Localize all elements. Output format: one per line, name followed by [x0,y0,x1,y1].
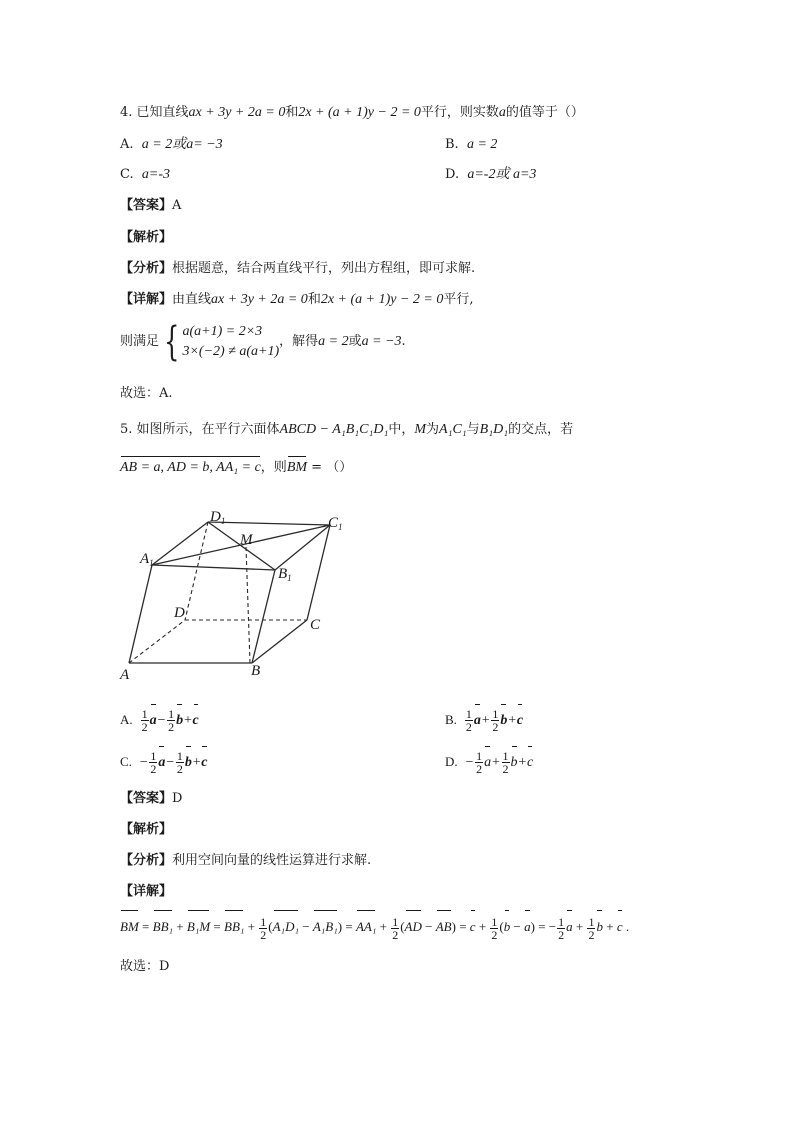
deriv-b: b [504,913,511,941]
q5-given [120,459,352,477]
deriv-plus5: + [572,919,587,934]
deriv-lp3: ( [499,919,504,934]
q4-option-d [445,166,536,184]
q4-system-line [120,319,406,365]
edge-b1-b [252,570,275,663]
q5-option-a-frac2: $\frac{1}{2}$ [168,707,175,735]
q4-detail-mid: 和 [307,292,321,307]
deriv-half-3: $\frac{1}{2}$ [491,914,498,942]
q5-derivation [120,913,629,941]
hidden-line-m-b [246,547,250,663]
deriv-c: c [470,913,476,941]
left-brace-icon: { [164,319,180,365]
q4-option-a-text: a = 2或a= −3 [141,137,223,152]
edge-d1-c1 [208,522,330,525]
q5-option-c-label: C. [120,754,132,769]
q5-option-b-label: B. [445,712,457,727]
deriv-half-1: $\frac{1}{2}$ [260,914,267,942]
q5-analysis-tag: 【解析】 [120,822,173,837]
q4-equation-system [159,319,280,365]
q5-stem [120,421,573,439]
q5-option-b-op1: + [480,713,491,728]
q4-fenxi [120,260,475,278]
deriv-bb1-2: BB₁ [224,913,244,941]
q4-detail-prefix: 由直线 [172,292,212,307]
q5-option-c-frac2: $\frac{1}{2}$ [176,749,183,777]
q5-option-d-label: D. [445,754,458,769]
deriv-minus1: − [298,919,313,934]
q5-option-c-op2: + [191,755,202,770]
edge-c1-c [307,525,330,620]
q5-option-c-vec-a: a [158,749,165,777]
q5-option-c-vec-b: b [185,749,192,777]
q4-option-d-text: a=-2或 a=3 [467,167,537,182]
label-a1: $A_1$ [140,551,154,568]
q4-stem-end: 的值等于（） [505,105,584,120]
q4-option-a [120,136,223,154]
q4-stem-suffix: 平行，则实数 [420,105,499,120]
q5-option-d-op1: + [491,755,501,770]
deriv-aa1: AA₁ [356,913,376,941]
q5-option-b-op2: + [507,713,517,728]
q5-option-a-op2: + [183,713,193,728]
q4-stem-prefix: 4. 已知直线 [120,105,189,120]
q5-option-b-frac1: $\frac{1}{2}$ [465,707,472,735]
deriv-eq3: = [342,919,356,934]
label-a: A [120,667,130,683]
deriv-plus6: + [602,919,617,934]
q4-eq2: 2x + (a + 1)y − 2 = 0 [298,105,421,120]
q4-sol-end: . [401,334,406,349]
label-b: B [251,663,261,679]
q5-option-d-vec-b: b [511,749,518,777]
q4-option-c-label: C. [120,167,134,182]
q4-detail [120,291,474,309]
q5-stem-mid2: 为 [426,422,440,437]
q5-fenxi-tag: 【分析】 [120,853,173,868]
deriv-minus3: − [510,919,525,934]
q4-stem [120,104,584,122]
q5-answer-value: D [172,791,183,806]
q5-option-a [120,706,199,735]
q4-choose-text: 故选：A. [120,386,173,401]
q5-option-a-vec-a: a [150,707,157,735]
q5-option-c-frac1: $\frac{1}{2}$ [150,749,157,777]
q5-option-a-label: A. [120,712,133,727]
q5-option-d-frac1: $\frac{1}{2}$ [476,749,483,777]
q5-solid: ABCD − A₁B₁C₁D₁ [279,422,389,437]
q5-answer [120,790,182,808]
q5-stem-end: 的交点，若 [508,422,574,437]
deriv-b2: b [596,913,603,941]
q4-then: 则满足 [120,334,160,349]
deriv-lp2: ( [400,919,405,934]
q5-option-b-vec-a: a [474,707,481,735]
q5-seg2: B₁D₁ [479,422,509,437]
q4-detail-eq2: 2x + (a + 1)y − 2 = 0 [320,292,444,307]
q4-stem-mid: 和 [285,105,299,120]
q4-fenxi-tag: 【分析】 [120,261,173,276]
deriv-lp1: ( [268,919,273,934]
q5-option-a-vec-b: b [176,707,183,735]
q5-option-b-vec-c: c [517,707,523,735]
q4-detail-suffix: 平行, [443,292,474,307]
q4-answer-tag: 【答案】 [120,198,173,213]
q5-fenxi-text: 利用空间向量的线性运算进行求解. [172,853,372,868]
q5-option-a-vec-c: c [193,707,199,735]
q5-given-end: = （） [307,460,353,475]
deriv-ad: AD [405,913,422,941]
q5-fenxi [120,852,371,870]
q4-option-d-label: D. [445,167,460,182]
q4-solution-1: a = 2 [318,334,349,349]
label-b1: $B_1$ [278,566,292,583]
q5-option-c-sign: − [138,755,149,770]
q4-fenxi-text: 根据题意，结合两直线平行，列出方程组，即可求解. [172,261,476,276]
q5-detail-tag: 【详解】 [120,884,173,899]
q5-option-d-sign: − [464,755,475,770]
q5-detail-heading [120,883,172,901]
q4-detail-tag: 【详解】 [120,292,173,307]
q5-option-b [445,706,523,735]
q4-option-b-label: B. [445,137,459,152]
q5-option-c-op1: − [165,755,175,770]
q5-choose-text: 故选：D [120,959,170,974]
q5-stem-mid: 中， [388,422,415,437]
deriv-plus1: + [173,919,187,934]
label-m: M [240,532,253,548]
q5-bm: BM [286,460,308,475]
q5-option-d-vec-a: a [484,749,491,777]
q5-option-c-vec-c: c [201,749,207,777]
deriv-ab: AB [436,913,452,941]
deriv-end: . [622,919,630,934]
q5-answer-tag: 【答案】 [120,791,173,806]
q5-choose [120,958,169,976]
label-d1: $D_1$ [210,509,226,526]
deriv-bm: BM [120,913,139,941]
q5-given-vectors: AB = a, AD = b, AA₁ = c [120,460,261,475]
q4-var: a [498,105,506,120]
q5-stem-prefix: 5. 如图所示，在平行六面体 [120,422,280,437]
deriv-bb1: BB₁ [153,913,173,941]
edge-a1-b1 [152,565,275,570]
q4-option-b [445,136,497,154]
label-c: C [310,617,321,633]
deriv-b1m: B₁M [187,913,210,941]
deriv-a1b1: A₁B₁ [313,913,338,941]
deriv-half-2: $\frac{1}{2}$ [392,914,399,942]
q4-system-row-1: a(a+1) = 2×3 [182,324,263,339]
deriv-plus2: + [244,919,259,934]
q4-solution-2: a = −3 [361,334,402,349]
q5-option-a-frac1: $\frac{1}{2}$ [141,707,148,735]
deriv-plus4: + [475,919,490,934]
q4-choose [120,385,173,403]
q4-detail-eq1: ax + 3y + 2a = 0 [211,292,308,307]
q5-option-d-vec-c: c [527,749,533,777]
deriv-plus3: + [376,919,391,934]
q4-system-row-2: 3×(−2) ≠ a(a+1) [182,344,280,359]
deriv-eq4: = [455,919,470,934]
parallelepiped-figure [112,505,362,685]
q4-answer-value: A [172,198,182,213]
deriv-eq1: = [138,919,153,934]
deriv-a2: a [566,913,573,941]
deriv-minus2: − [421,919,436,934]
q5-analysis-heading [120,821,172,839]
deriv-rp2: ) [451,919,456,934]
q5-with: 与 [466,422,480,437]
q4-solve: ，解得 [279,334,319,349]
deriv-a: a [524,913,531,941]
deriv-half-5: $\frac{1}{2}$ [588,914,595,942]
deriv-half-4: $\frac{1}{2}$ [558,914,565,942]
q4-option-a-label: A. [120,137,134,152]
q5-seg1: A₁C₁ [439,422,467,437]
q5-option-d [445,748,533,777]
q5-m: M [414,422,427,437]
label-d: D [174,605,185,621]
q5-option-c [120,748,208,777]
q5-option-d-frac2: $\frac{1}{2}$ [502,749,509,777]
label-c1: $C_1$ [328,515,343,532]
q4-or: 或 [348,334,362,349]
q5-option-b-frac2: $\frac{1}{2}$ [492,707,499,735]
q4-analysis-heading [120,229,172,247]
q4-option-c [120,166,170,184]
q5-option-d-op2: + [517,755,527,770]
q5-given-tail: ，则 [260,460,287,475]
deriv-eq2: = [210,919,225,934]
deriv-rp3: ) [530,919,535,934]
q5-option-a-op1: − [156,713,167,728]
deriv-rp1: ) [337,919,343,934]
q5-option-b-vec-b: b [500,707,507,735]
q4-eq1: ax + 3y + 2a = 0 [188,105,286,120]
q4-analysis-tag: 【解析】 [120,230,173,245]
q4-answer [120,197,181,215]
q4-option-b-text: a = 2 [466,137,498,152]
q4-option-c-text: a=-3 [141,167,170,182]
deriv-a1d1: A₁D₁ [273,913,299,941]
edge-b-c [252,620,307,663]
deriv-c2: c [617,913,623,941]
deriv-eq5: = − [534,919,557,934]
